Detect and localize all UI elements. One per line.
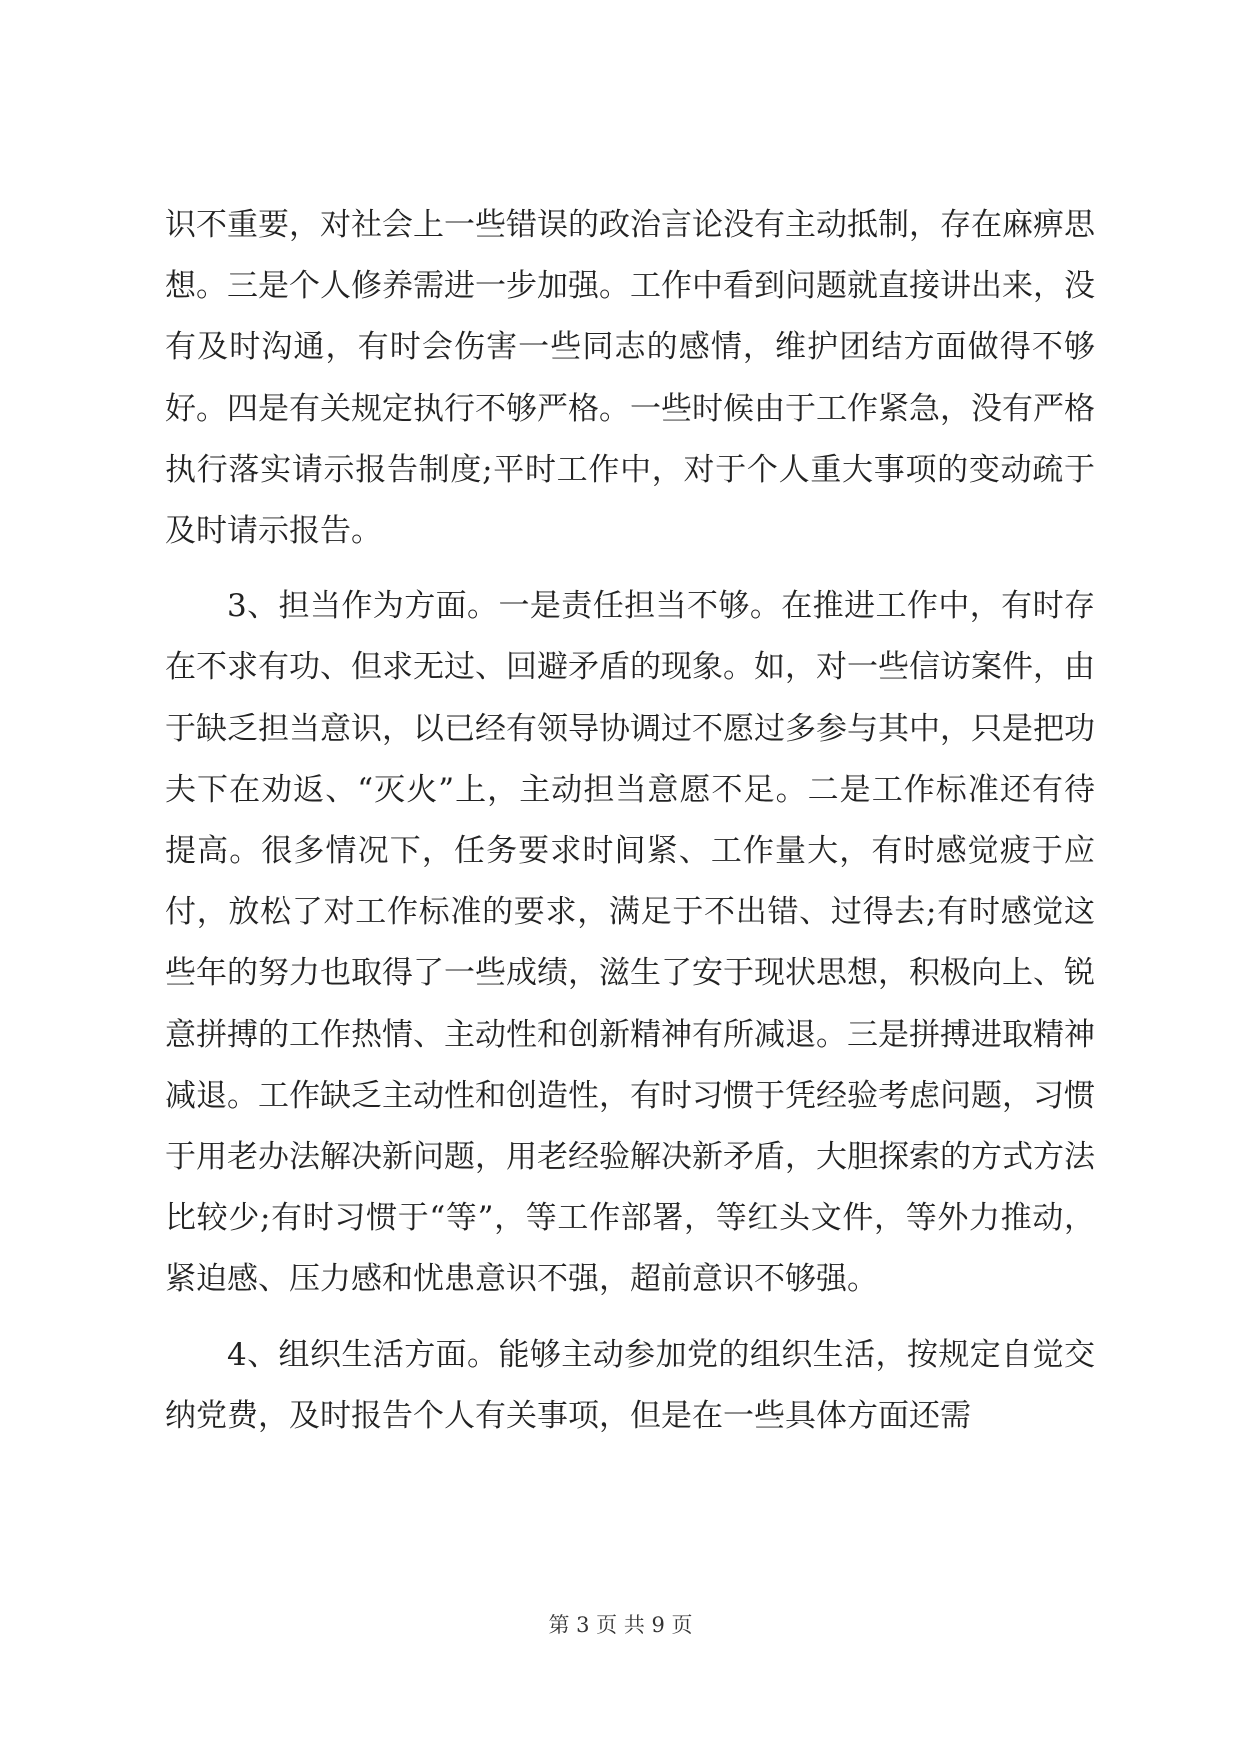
paragraph-organizational-life: 4、组织生活方面。能够主动参加党的组织生活，按规定自觉交纳党费，及时报告个人有关事项，但是在一些具体方面还需: [165, 1336, 1095, 1434]
paragraph-continuation: 识不重要，对社会上一些错误的政治言论没有主动抵制，存在麻痹思想。三是个人修养需进一步加强。工作中看到问题就直接讲出来，没有及时沟通，有时会伤害一些同志的感情，维护团结方面做得不够好。四是有关规定执行不够严格。一些时候由于工作紧急，没有严格执行落实请示报告制度;平时工作中，对于个人重大事项的变动疏于及时请示报告。: [165, 207, 1095, 550]
page-number-footer: 第 3 页 共 9 页: [548, 1613, 693, 1637]
paragraph-duty-performance: 3、担当作为方面。一是责任担当不够。在推进工作中，有时存在不求有功、但求无过、回避矛盾的现象。如，对一些信访案件，由于缺乏担当意识，以已经有领导协调过不愿过多参与其中，只是把功夫下在劝返、“灭火”上，主动担当意愿不足。二是工作标准还有待提高。很多情况下，任务要求时间紧、工作量大，有时感觉疲于应付，放松了对工作标准的要求，满足于不出错、过得去;有时感觉这些年的努力也取得了一些成绩，滋生了安于现状思想，积极向上、锐意拼搏的工作热情、主动性和创新精神有所减退。三是拼搏进取精神减退。工作缺乏主动性和创造性，有时习惯于凭经验考虑问题，习惯于用老办法解决新问题，用老经验解决新矛盾，大胆探索的方式方法比较少;有时习惯于“等”，等工作部署，等红头文件，等外力推动，紧迫感、压力感和忧患意识不强，超前意识不够强。: [165, 588, 1095, 1298]
document-body: [165, 195, 1095, 1447]
